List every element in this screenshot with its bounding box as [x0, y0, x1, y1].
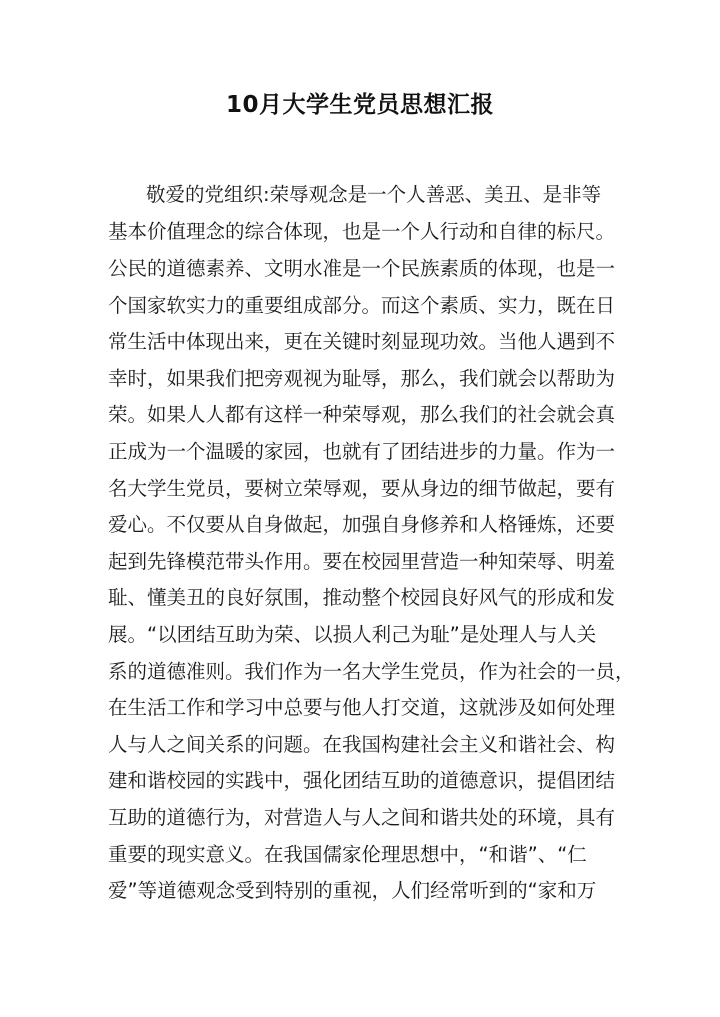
body-line-10: 爱心。不仅要从自身做起，加强自身修养和人格锤炼，还要	[108, 513, 616, 536]
body-line-6: 幸时，如果我们把旁观视为耻辱，那么，我们就会以帮助为	[108, 367, 616, 390]
body-line-17: 建和谐校园的实践中，强化团结互助的道德意识，提倡团结	[108, 769, 616, 792]
body-line-19: 重要的现实意义。在我国儒家伦理思想中，“和谐”、“仁	[108, 843, 587, 866]
body-line-14: 系的道德准则。我们作为一名大学生党员，作为社会的一员，	[108, 660, 635, 683]
body-line-8: 正成为一个温暖的家园，也就有了团结进步的力量。作为一	[108, 440, 616, 463]
body-line-13: 展。“以团结互助为荣、以损人利己为耻”是处理人与人关	[108, 623, 597, 646]
body-line-11: 起到先锋模范带头作用。要在校园里营造一种知荣辱、明羞	[108, 550, 616, 573]
body-line-9: 名大学生党员，要树立荣辱观，要从身边的细节做起，要有	[108, 477, 616, 500]
body-line-18: 互助的道德行为，对营造人与人之间和谐共处的环境，具有	[108, 806, 616, 829]
body-line-4: 个国家软实力的重要组成部分。而这个素质、实力，既在日	[108, 294, 616, 317]
body-line-2: 基本价值理念的综合体现，也是一个人行动和自律的标尺。	[108, 220, 616, 243]
body-line-7: 荣。如果人人都有这样一种荣辱观，那么我们的社会就会真	[108, 403, 616, 426]
body-line-15: 在生活工作和学习中总要与他人打交道，这就涉及如何处理	[108, 696, 616, 719]
body-line-20: 爱”等道德观念受到特别的重视，人们经常听到的“家和万	[108, 879, 597, 902]
document-title: 10月大学生党员思想汇报	[225, 92, 494, 118]
body-line-16: 人与人之间关系的问题。在我国构建社会主义和谐社会、构	[108, 733, 616, 756]
body-line-3: 公民的道德素养、文明水准是一个民族素质的体现，也是一	[108, 257, 616, 280]
body-line-1: 敬爱的党组织:荣辱观念是一个人善恶、美丑、是非等	[146, 183, 602, 206]
body-line-12: 耻、懂美丑的良好氛围，推动整个校园良好风气的形成和发	[108, 586, 616, 609]
body-line-5: 常生活中体现出来，更在关键时刻显现功效。当他人遇到不	[108, 330, 616, 353]
